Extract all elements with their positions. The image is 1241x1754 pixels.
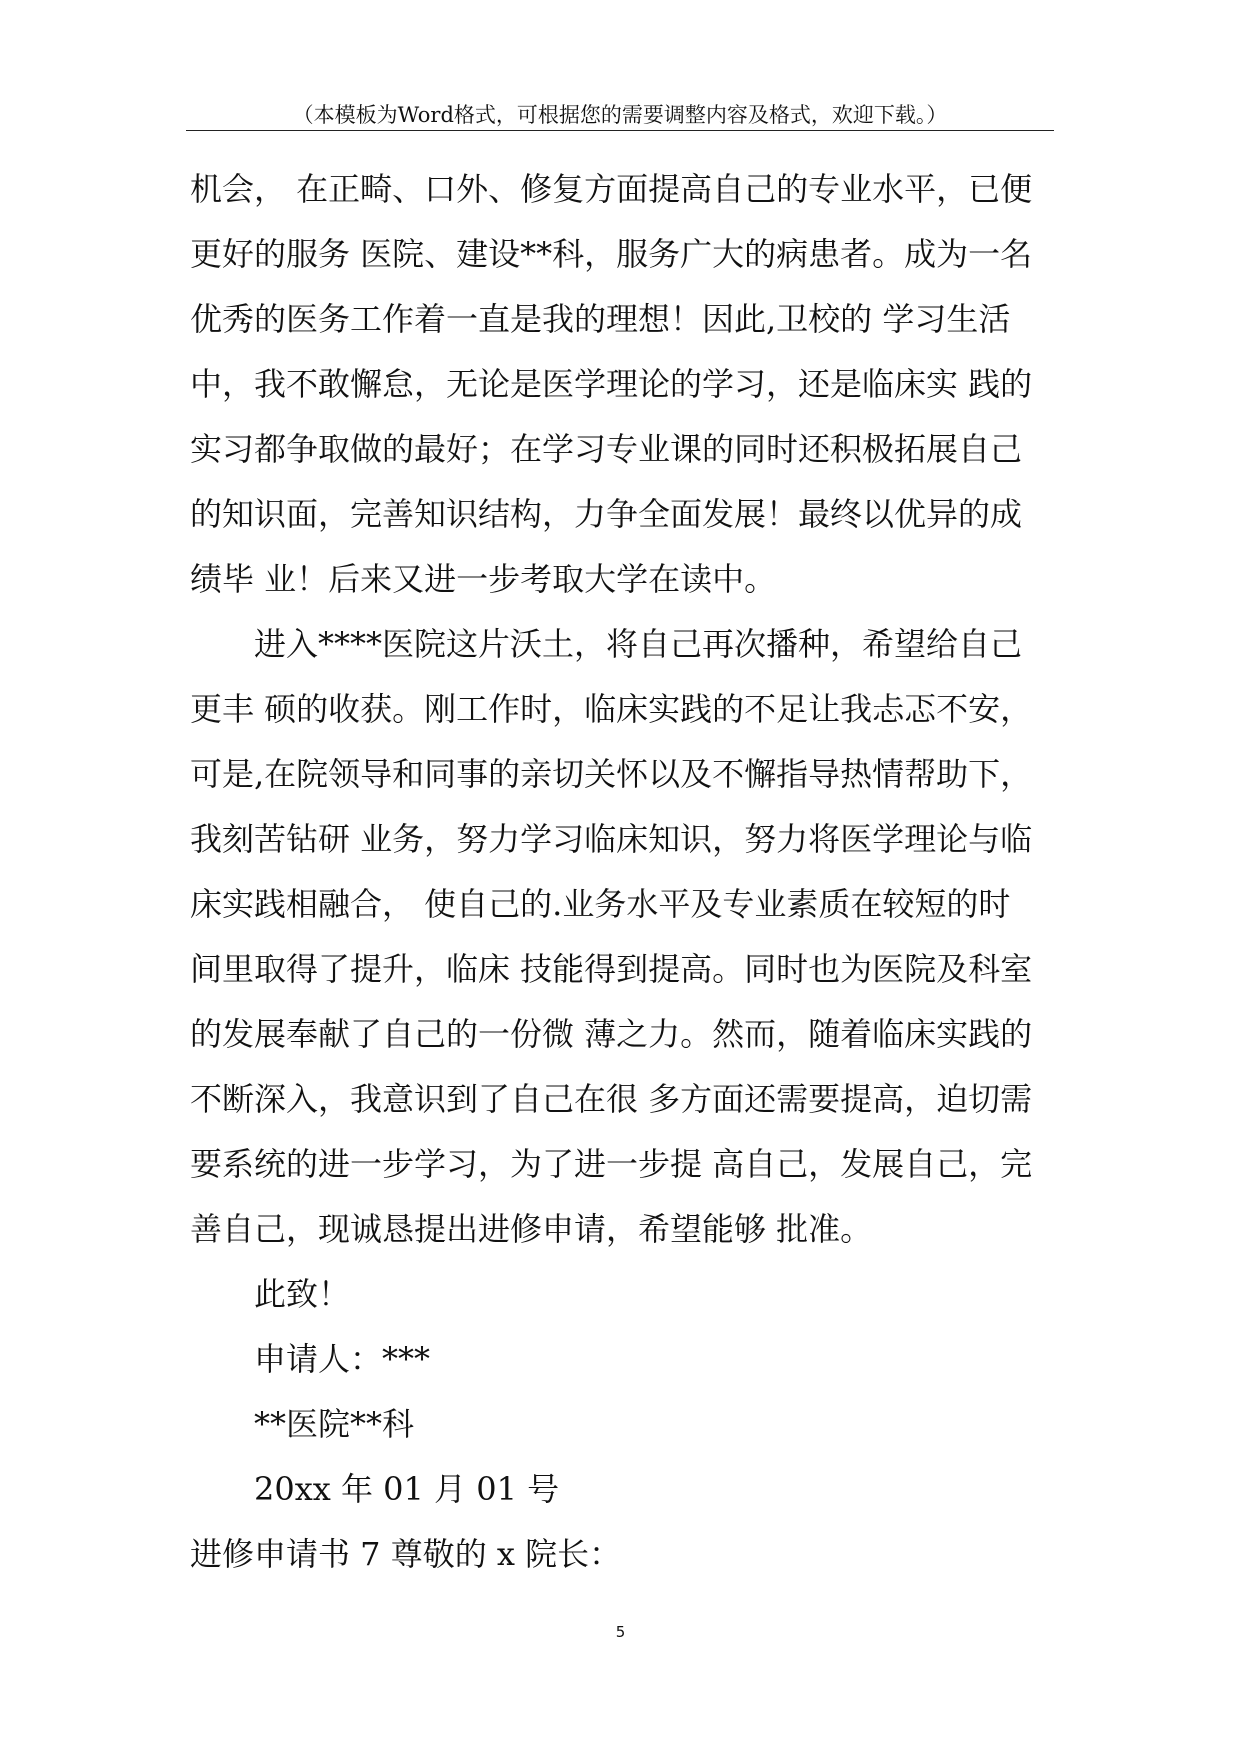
- paragraph-line: 要系统的进一步学习，为了进一步提 高自己，发展自己，完: [190, 1145, 1033, 1183]
- applicant-name: 申请人：***: [254, 1340, 431, 1378]
- paragraph-line: 的知识面，完善知识结构，力争全面发展！最终以优异的成: [190, 495, 1023, 533]
- closing-salutation: 此致！: [254, 1275, 351, 1313]
- template-header-note: （本模板为Word格式，可根据您的需要调整内容及格式，欢迎下载。）: [292, 103, 948, 127]
- paragraph-line: 善自己，现诚恳提出进修申请，希望能够 批准。: [190, 1210, 873, 1248]
- next-letter-heading: 进修申请书 7 尊敬的 x 院长：: [190, 1535, 622, 1573]
- paragraph-line: 我刻苦钻研 业务，努力学习临床知识，努力将医学理论与临: [190, 820, 1033, 858]
- paragraph-line: 可是,在院领导和同事的亲切关怀以及不懈指导热情帮助下，: [190, 755, 1033, 793]
- paragraph-line: 更好的服务 医院、建设**科，服务广大的病患者。成为一名: [190, 235, 1033, 273]
- paragraph-line: 中，我不敢懈怠，无论是医学理论的学习，还是临床实 践的: [190, 365, 1033, 403]
- paragraph-line: 进入****医院这片沃土，将自己再次播种，希望给自己: [254, 625, 1023, 663]
- letter-date: 20xx 年 01 月 01 号: [254, 1470, 560, 1508]
- paragraph-line: 不断深入，我意识到了自己在很 多方面还需要提高，迫切需: [190, 1080, 1033, 1118]
- paragraph-line: 绩毕 业！后来又进一步考取大学在读中。: [190, 560, 777, 598]
- paragraph-line: 优秀的医务工作着一直是我的理想！因此,卫校的 学习生活: [190, 300, 1011, 338]
- paragraph-line: 床实践相融合， 使自己的.业务水平及专业素质在较短的时: [190, 885, 1011, 923]
- paragraph-line: 更丰 硕的收获。刚工作时，临床实践的不足让我忐忑不安，: [190, 690, 1033, 728]
- paragraph-line: 机会， 在正畸、口外、修复方面提高自己的专业水平，已便: [190, 170, 1033, 208]
- paragraph-line: 实习都争取做的最好；在学习专业课的同时还积极拓展自己: [190, 430, 1023, 468]
- paragraph-line: 间里取得了提升，临床 技能得到提高。同时也为医院及科室: [190, 950, 1033, 988]
- page-number: 5: [615, 1623, 626, 1641]
- header-divider: [186, 130, 1054, 131]
- department-name: **医院**科: [254, 1405, 415, 1443]
- paragraph-line: 的发展奉献了自己的一份微 薄之力。然而，随着临床实践的: [190, 1015, 1033, 1053]
- letter-body: [190, 157, 1058, 1587]
